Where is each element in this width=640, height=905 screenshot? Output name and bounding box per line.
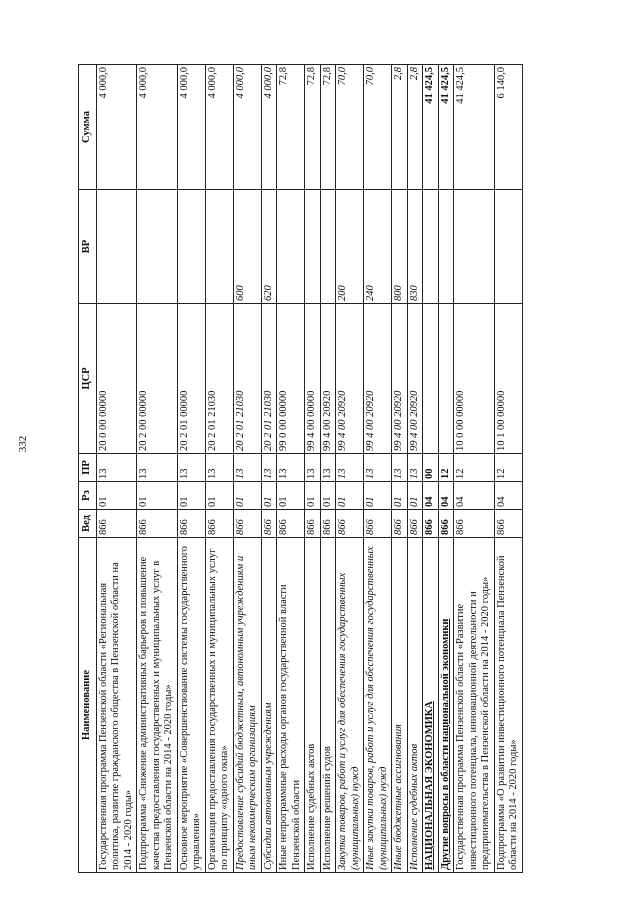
cell-sum: 2,8 xyxy=(392,65,408,190)
cell-vr: 800 xyxy=(392,190,408,304)
cell-pr: 12 xyxy=(494,454,522,482)
table-row xyxy=(438,65,454,873)
cell-vr xyxy=(137,190,178,304)
cell-csr: 99 4 00 20920 xyxy=(392,304,408,454)
table-header-row xyxy=(79,65,97,873)
cell-ved: 866 xyxy=(364,510,392,538)
cell-vr xyxy=(438,190,454,304)
cell-name: НАЦИОНАЛЬНАЯ ЭКОНОМИКА xyxy=(423,538,439,873)
cell-sum: 4 000,0 xyxy=(177,65,205,190)
cell-pr: 13 xyxy=(407,454,423,482)
table-row xyxy=(137,65,178,873)
cell-ved: 866 xyxy=(177,510,205,538)
header-pr: ПР xyxy=(79,454,97,482)
header-rz: Рз xyxy=(79,482,97,510)
cell-rz: 04 xyxy=(438,482,454,510)
cell-rz: 04 xyxy=(494,482,522,510)
cell-pr: 13 xyxy=(305,454,321,482)
cell-rz: 01 xyxy=(336,482,364,510)
table-row xyxy=(336,65,364,873)
cell-vr xyxy=(320,190,336,304)
cell-ved: 866 xyxy=(494,510,522,538)
header-csr: ЦСР xyxy=(79,304,97,454)
cell-name: Предоставление субсидий бюджетным, автономным учреждениям и иным некоммерческим организациям xyxy=(233,538,261,873)
budget-table-container xyxy=(78,65,548,873)
cell-csr: 20 2 01 21030 xyxy=(205,304,233,454)
cell-ved: 866 xyxy=(320,510,336,538)
cell-name: Иные непрограммные расходы органов государственной власти Пензенской области xyxy=(277,538,305,873)
cell-ved: 866 xyxy=(392,510,408,538)
cell-vr xyxy=(454,190,495,304)
cell-sum: 72,8 xyxy=(277,65,305,190)
cell-rz: 01 xyxy=(233,482,261,510)
cell-name: Подпрограмма «О развитии инвестиционного потенциала Пензенской области на 2014 - 2020 годы» xyxy=(494,538,522,873)
cell-rz: 01 xyxy=(320,482,336,510)
cell-name: Иные бюджетные ассигнования xyxy=(392,538,408,873)
table-body xyxy=(96,65,522,873)
header-sum: Сумма xyxy=(79,65,97,190)
cell-rz: 01 xyxy=(261,482,277,510)
cell-vr: 240 xyxy=(364,190,392,304)
cell-sum: 2,8 xyxy=(407,65,423,190)
cell-sum: 4 000,0 xyxy=(205,65,233,190)
cell-rz: 01 xyxy=(305,482,321,510)
cell-vr xyxy=(205,190,233,304)
cell-ved: 866 xyxy=(336,510,364,538)
cell-vr xyxy=(423,190,439,304)
table-row xyxy=(277,65,305,873)
cell-name: Закупка товаров, работ и услуг для обеспечения государственных (муниципальных) нужд xyxy=(336,538,364,873)
cell-rz: 01 xyxy=(392,482,408,510)
budget-table xyxy=(78,64,523,873)
cell-csr: 20 0 00 00000 xyxy=(96,304,137,454)
cell-csr: 99 4 00 00000 xyxy=(305,304,321,454)
cell-sum: 70,0 xyxy=(336,65,364,190)
header-name: Наименование xyxy=(79,538,97,873)
cell-ved: 866 xyxy=(96,510,137,538)
table-row xyxy=(233,65,261,873)
cell-csr: 20 2 01 21030 xyxy=(261,304,277,454)
cell-pr: 13 xyxy=(261,454,277,482)
cell-csr: 20 2 00 00000 xyxy=(137,304,178,454)
cell-name: Иные закупки товаров, работ и услуг для обеспечения государственных (муниципальных) нужд xyxy=(364,538,392,873)
cell-pr: 13 xyxy=(320,454,336,482)
cell-sum: 70,0 xyxy=(364,65,392,190)
cell-rz: 04 xyxy=(454,482,495,510)
cell-pr: 13 xyxy=(336,454,364,482)
cell-pr: 13 xyxy=(277,454,305,482)
cell-sum: 6 140,0 xyxy=(494,65,522,190)
cell-vr xyxy=(305,190,321,304)
cell-rz: 01 xyxy=(96,482,137,510)
cell-sum: 4 000,0 xyxy=(261,65,277,190)
cell-name: Подпрограмма «Снижение административных барьеров и повышение качества предоставления государственных и муниципальных услуг в Пензенской области на 2014 - 2020 годы» xyxy=(137,538,178,873)
cell-name: Субсидии автономным учреждениям xyxy=(261,538,277,873)
cell-sum: 72,8 xyxy=(305,65,321,190)
page-number: 332 xyxy=(17,435,29,453)
cell-sum: 4 000,0 xyxy=(137,65,178,190)
cell-vr xyxy=(277,190,305,304)
cell-ved: 866 xyxy=(261,510,277,538)
cell-name: Исполнение судебных актов xyxy=(407,538,423,873)
cell-name: Государственная программа Пензенской области «Региональная политика, развитие гражданского общества в Пензенской области на 2014 - 2020 годы» xyxy=(96,538,137,873)
cell-sum: 4 000,0 xyxy=(96,65,137,190)
cell-name: Исполнение судебных актов xyxy=(305,538,321,873)
cell-csr: 99 4 00 20920 xyxy=(407,304,423,454)
cell-vr xyxy=(96,190,137,304)
cell-csr xyxy=(423,304,439,454)
cell-rz: 01 xyxy=(407,482,423,510)
cell-sum: 72,8 xyxy=(320,65,336,190)
cell-ved: 866 xyxy=(305,510,321,538)
cell-pr: 13 xyxy=(233,454,261,482)
cell-ved: 866 xyxy=(137,510,178,538)
table-row xyxy=(205,65,233,873)
header-vr: ВР xyxy=(79,190,97,304)
cell-vr xyxy=(494,190,522,304)
table-row xyxy=(305,65,321,873)
cell-name: Другие вопросы в области национальной экономики xyxy=(438,538,454,873)
cell-ved: 866 xyxy=(423,510,439,538)
cell-sum: 41 424,5 xyxy=(438,65,454,190)
cell-sum: 41 424,5 xyxy=(454,65,495,190)
cell-csr: 99 4 00 20920 xyxy=(364,304,392,454)
cell-csr: 10 0 00 00000 xyxy=(454,304,495,454)
cell-ved: 866 xyxy=(438,510,454,538)
cell-csr: 99 4 00 20920 xyxy=(320,304,336,454)
table-row xyxy=(364,65,392,873)
cell-name: Государственная программа Пензенской области «Развитие инвестиционного потенциала, инновационной деятельности и предпринимательства в Пензенской области на 2014 - 2020 годы» xyxy=(454,538,495,873)
cell-sum: 4 000,0 xyxy=(233,65,261,190)
cell-vr: 600 xyxy=(233,190,261,304)
cell-csr xyxy=(438,304,454,454)
table-row xyxy=(407,65,423,873)
cell-vr: 200 xyxy=(336,190,364,304)
cell-pr: 12 xyxy=(454,454,495,482)
cell-pr: 13 xyxy=(96,454,137,482)
cell-csr: 10 1 00 00000 xyxy=(494,304,522,454)
cell-rz: 01 xyxy=(364,482,392,510)
cell-rz: 01 xyxy=(277,482,305,510)
table-row xyxy=(96,65,137,873)
cell-pr: 13 xyxy=(177,454,205,482)
cell-csr: 20 2 01 21030 xyxy=(233,304,261,454)
cell-ved: 866 xyxy=(277,510,305,538)
cell-pr: 00 xyxy=(423,454,439,482)
header-ved: Вед xyxy=(79,510,97,538)
cell-ved: 866 xyxy=(205,510,233,538)
table-row xyxy=(454,65,495,873)
cell-csr: 99 0 00 00000 xyxy=(277,304,305,454)
cell-rz: 04 xyxy=(423,482,439,510)
cell-rz: 01 xyxy=(137,482,178,510)
cell-pr: 13 xyxy=(392,454,408,482)
cell-sum: 41 424,5 xyxy=(423,65,439,190)
cell-name: Организация предоставления государственных и муниципальных услуг по принципу «одного окна» xyxy=(205,538,233,873)
cell-pr: 12 xyxy=(438,454,454,482)
cell-csr: 20 2 01 00000 xyxy=(177,304,205,454)
cell-name: Исполнение решений судов xyxy=(320,538,336,873)
cell-rz: 01 xyxy=(177,482,205,510)
cell-pr: 13 xyxy=(137,454,178,482)
table-row xyxy=(320,65,336,873)
table-row xyxy=(423,65,439,873)
cell-pr: 13 xyxy=(205,454,233,482)
table-row xyxy=(261,65,277,873)
table-row xyxy=(392,65,408,873)
cell-ved: 866 xyxy=(407,510,423,538)
cell-ved: 866 xyxy=(454,510,495,538)
cell-csr: 99 4 00 20920 xyxy=(336,304,364,454)
cell-pr: 13 xyxy=(364,454,392,482)
cell-vr xyxy=(177,190,205,304)
cell-vr: 620 xyxy=(261,190,277,304)
table-row xyxy=(177,65,205,873)
table-row xyxy=(494,65,522,873)
cell-rz: 01 xyxy=(205,482,233,510)
cell-name: Основное мероприятие «Совершенствование системы государственного управления» xyxy=(177,538,205,873)
cell-ved: 866 xyxy=(233,510,261,538)
cell-vr: 830 xyxy=(407,190,423,304)
